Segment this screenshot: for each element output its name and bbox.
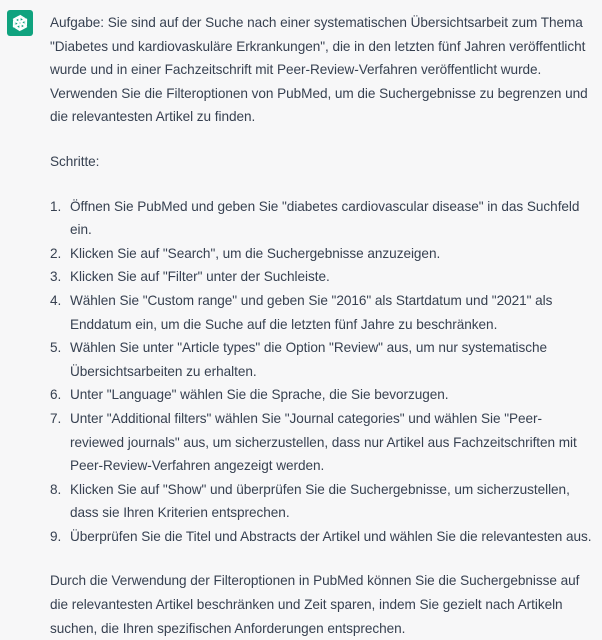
step-text: Überprüfen Sie die Titel und Abstracts der Artikel und wählen Sie die relevantesten aus. [70,528,592,544]
conclusion-paragraph: Durch die Verwendung der Filteroptionen in PubMed können Sie die Suchergebnisse auf die relevantesten Artikel beschränken und Zeit sparen, indem Sie gezielt nach Artikeln suchen, die Ihren spezifischen Anforderungen entsprechen. [50,573,580,636]
step-number: 7. [50,410,62,426]
step-text: Wählen Sie "Custom range" und geben Sie "2016" als Startdatum und "2021" als Enddatum ein, um die Suche auf die letzten fünf Jahre zu beschränken. [70,292,553,332]
task-paragraph: Aufgabe: Sie sind auf der Suche nach einer systematischen Übersichtsarbeit zum Thema "Diabetes und kardiovaskuläre Erkrankungen", die in den letzten fünf Jahren veröffentlicht wurde und in einer Fachzeitschrift mit Peer-Review-Verfahren veröffentlicht wurde. Verwenden Sie die Filteroptionen von PubMed, um die Suchergebnisse zu begrenzen und die relevantesten Artikel zu finden. [50,15,588,125]
openai-logo-icon [10,13,30,33]
list-item [50,407,592,478]
message-content [50,11,592,640]
steps-list [50,195,592,549]
step-text: Klicken Sie auf "Search", um die Suchergebnisse anzuzeigen. [70,245,441,261]
step-number: 2. [50,245,62,261]
list-item [50,242,592,266]
list-item [50,265,592,289]
list-item [50,336,592,383]
list-item [50,195,592,242]
step-text: Wählen Sie unter "Article types" die Option "Review" aus, um nur systematische Übersichtsarbeiten zu erhalten. [70,340,548,379]
list-item [50,383,592,407]
steps-heading: Schritte: [50,153,100,169]
step-number: 4. [50,292,62,308]
step-text: Unter "Additional filters" wählen Sie "Journal categories" und wählen Sie "Peer-reviewed journals" aus, um sicherzustellen, dass nur Artikel aus Fachzeitschriften mit Peer-Review-Verfahren angezeigt werden. [70,410,577,474]
step-number: 6. [50,387,62,403]
step-number: 5. [50,340,62,356]
step-text: Öffnen Sie PubMed und geben Sie "diabetes cardiovascular disease" in das Suchfeld ein. [70,198,580,238]
list-item [50,525,592,549]
list-item [50,289,592,336]
step-number: 1. [50,198,62,214]
step-text: Klicken Sie auf "Show" und überprüfen Sie die Suchergebnisse, um sicherzustellen, dass sie Ihren Kriterien entsprechen. [70,481,570,521]
step-number: 9. [50,528,62,544]
step-number: 8. [50,481,62,497]
step-text: Unter "Language" wählen Sie die Sprache, die Sie bevorzugen. [70,387,449,403]
step-number: 3. [50,269,62,285]
assistant-avatar [7,10,33,36]
list-item [50,478,592,525]
step-text: Klicken Sie auf "Filter" unter der Suchleiste. [70,269,330,285]
